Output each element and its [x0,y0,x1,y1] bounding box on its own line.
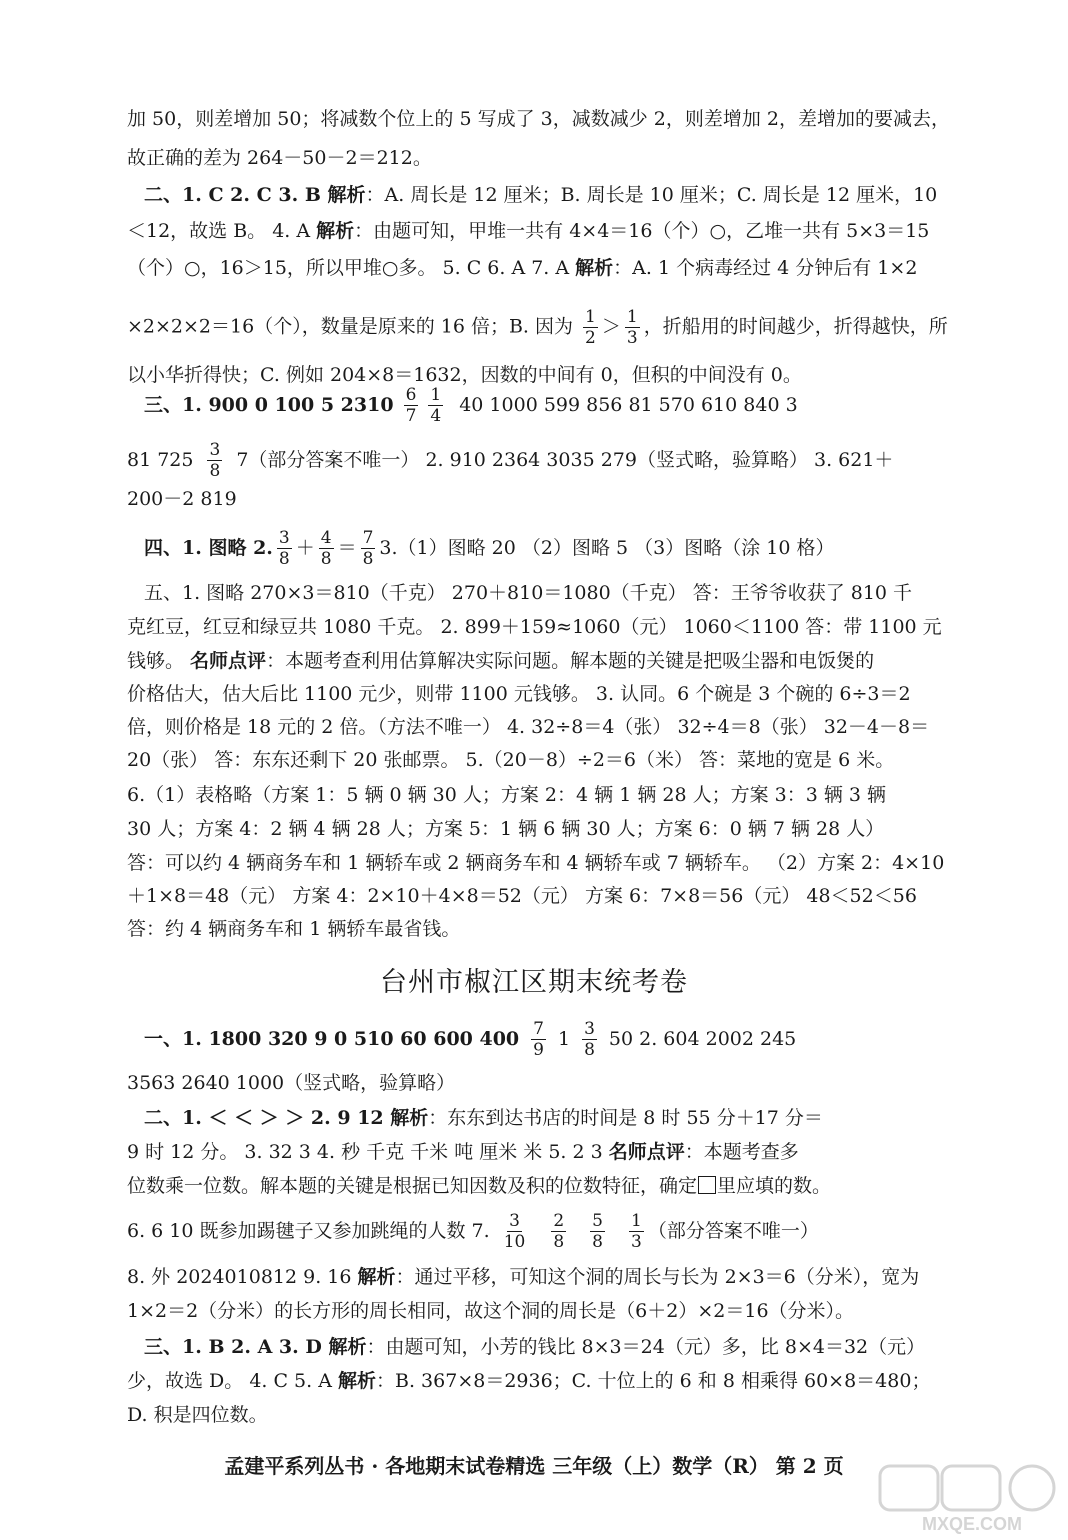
fraction: $\frac{5}{8}$ [592,1210,603,1252]
text-line: 加 50，则差增加 50；将减数个位上的 5 写成了 3，减数减少 2，则差增加 2，差增加的要减去， [127,108,950,130]
fraction: $\frac{3}{8}$ [278,527,290,569]
section-five-line: 答：约 4 辆商务车和 1 辆轿车最省钱。 [127,918,461,940]
section-five-line: 答：可以约 4 辆商务车和 1 辆轿车或 2 辆商务车和 4 辆轿车或 7 辆轿车。 （2）方案 2：4×10 [127,852,945,874]
analysis-label: 解析 [357,1266,396,1288]
exam-section-two-line6: 1×2＝2（分米）的长方形的周长相同，故这个洞的周长是（6＋2）×2＝16（分米）。 [127,1300,855,1322]
teacher-comment-label: 名师点评 [608,1141,685,1163]
teacher-comment-label: 名师点评 [190,650,267,672]
exam-section-two-line1: 二、1. ＜ ＜ ＞ ＞ 2. 9 12 解析：东东到达书店的时间是 8 时 55 分＋17 分＝ [144,1107,823,1129]
section-five-line: 钱够。 名师点评：本题考查利用估算解决实际问题。解本题的关键是把吸尘器和电饭煲的 [127,650,875,672]
fraction: $\frac{3}{8}$ [209,439,221,481]
section-five-line: 价格估大，估大后比 1100 元少，则带 1100 元钱够。 3. 认同。6 个碗是 3 个碗的 6÷3＝2 [127,683,911,705]
section-two-line4: ×2×2×2＝16（个），数量是原来的 16 倍；B. 因为 $\frac{1}{2}$ ＞ $\frac{1}{3}$ ，折船用的时间越少，折得越快，所 [127,307,948,348]
section-three-line3: 200－2 819 [127,488,237,510]
section-five-line: 20（张） 答：东东还剩下 20 张邮票。 5.（20－8）÷2＝6（米） 答：菜地的宽是 6 米。 [127,749,895,771]
section-five-line: 五、1. 图略 270×3＝810（千克） 270＋810＝1080（千克） 答：王爷爷收获了 810 千 [144,582,913,604]
section-five-line: 倍，则价格是 18 元的 2 倍。（方法不唯一） 4. 32÷8＝4（张） 32÷4＝8（张） 32－4－8＝ [127,716,930,738]
exam-section-two-line5: 8. 外 2024010812 9. 16 解析：通过平移，可知这个洞的周长与长为 2×3＝6（分米），宽为 [127,1266,920,1288]
section-two-line1: 二、1. C 2. C 3. B 解析：A. 周长是 12 厘米；B. 周长是 10 厘米；C. 周长是 12 厘米，10 [144,184,938,206]
exam-section-two-line4: 6. 6 10 既参加踢毽子又参加跳绳的人数 7. $\frac{3}{10}$ $\frac{2}{8}$ $\frac{5}{8}$ $\frac{1}{3}$ （部分答案不唯一） [127,1210,819,1252]
svg-text:MXQE.COM: MXQE.COM [921,1514,1023,1534]
section-five-line: 6.（1）表格略（方案 1：5 辆 0 辆 30 人；方案 2：4 辆 1 辆 28 人；方案 3：3 辆 3 辆 [127,784,886,806]
analysis-label: 解析 [328,1336,367,1358]
fraction: $\frac{7}{8}$ [362,527,374,569]
section-two-line2: ＜12，故选 B。 4. A 解析：由题可知，甲堆一共有 4×4＝16（个）○，乙堆一共有 5×3＝15 [127,220,930,242]
section-five-line: 克红豆，红豆和绿豆共 1080 千克。 2. 899＋159≈1060（元） 1060＜1100 答：带 1100 元 [127,616,942,638]
blank-box-icon [698,1176,716,1194]
fraction: $\frac{1}{2}$ [585,307,596,348]
watermark-icon [872,1462,1068,1536]
section-five-line: ＋1×8＝48（元） 方案 4：2×10＋4×8＝52（元） 方案 6：7×8＝56（元） 48＜52＜56 [127,885,917,907]
exam-section-one-line1: 一、1. 1800 320 9 0 510 60 600 400 $\frac{7}{9}$ 1 $\frac{3}{8}$ 50 2. 604 2002 245 [144,1018,797,1060]
fraction: $\frac{7}{9}$ [533,1018,544,1060]
section-five-line: 30 人；方案 4：2 辆 4 辆 28 人；方案 5：1 辆 6 辆 30 人；方案 6：0 辆 7 辆 28 人） [127,818,885,840]
fraction: $\frac{4}{8}$ [320,527,332,569]
fraction: $\frac{1}{3}$ [630,1210,642,1252]
exam-section-one-line2: 3563 2640 1000（竖式略，验算略） [127,1072,456,1094]
text-line: 故正确的差为 264－50－2＝212。 [127,147,432,169]
analysis-label: 解析 [338,1370,377,1392]
analysis-label: 解析 [390,1107,429,1129]
exam-section-two-line3: 位数乘一位数。解本题的关键是根据已知因数及积的位数特征，确定 里应填的数。 [127,1175,832,1197]
page-footer: 孟建平系列丛书 · 各地期末试卷精选 三年级（上）数学（R） 第 2 页 [224,1454,844,1478]
section-three-line2: 81 725 $\frac{3}{8}$ 7（部分答案不唯一） 2. 910 2364 3035 279（竖式略，验算略） 3. 621＋ [127,439,894,481]
exam-section-three-line3: D. 积是四位数。 [127,1404,268,1426]
fraction: $\frac{2}{8}$ [553,1210,565,1252]
fraction: $\frac{1}{3}$ [626,307,638,348]
fraction: $\frac{3}{8}$ [584,1018,595,1060]
exam-section-three-line1: 三、1. B 2. A 3. D 解析：由题可知，小芳的钱比 8×3＝24（元）多，比 8×4＝32（元） [144,1336,926,1358]
exam-title: 台州市椒江区期末统考卷 [380,967,688,998]
exam-section-three-line2: 少，故选 D。 4. C 5. A 解析：B. 367×8＝2936；C. 十位上的 6 和 8 相乘得 60×8＝480； [127,1370,931,1392]
fraction: $\frac{3}{10}$ [503,1210,526,1252]
fraction: $\frac{6}{7}$ [405,384,417,426]
watermark-logo [872,1462,1068,1536]
analysis-label: 解析 [575,257,614,279]
fraction: $\frac{1}{4}$ [430,384,442,426]
analysis-label: 解析 [327,184,366,206]
section-two-line5: 以小华折得快；C. 例如 204×8＝1632，因数的中间有 0，但积的中间没有 0。 [127,364,802,386]
exam-section-two-line2: 9 时 12 分。 3. 32 3 4. 秒 千克 千米 吨 厘米 米 5. 2 3 名师点评：本题考查多 [127,1141,799,1163]
analysis-label: 解析 [316,220,355,242]
section-four-line: 四、1. 图略 2. $\frac{3}{8}$ ＋ $\frac{4}{8}$ ＝ $\frac{7}{8}$ 3.（1）图略 20 （2）图略 5 （3）图略（涂 10 格） [144,527,835,569]
section-three-line1: 三、1. 900 0 100 5 2310 $\frac{6}{7}$ $\frac{1}{4}$ 40 1000 599 856 81 570 610 840 3 [144,384,798,426]
section-two-line3: （个）○，16＞15，所以甲堆○多。 5. C 6. A 7. A 解析：A. 1 个病毒经过 4 分钟后有 1×2 [127,257,918,279]
